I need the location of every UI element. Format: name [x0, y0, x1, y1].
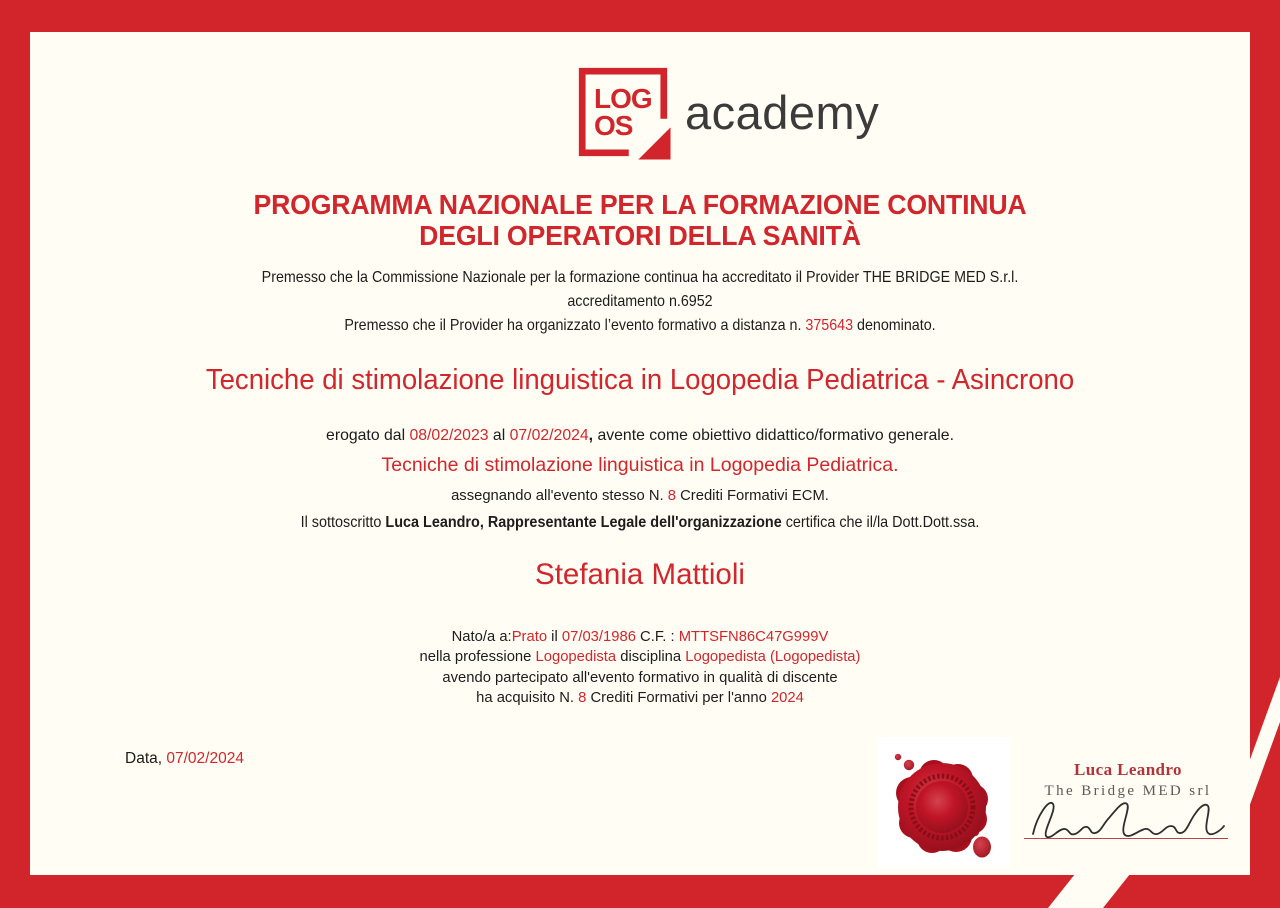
signatory-block — [1020, 760, 1236, 800]
objective-line: Tecniche di stimolazione linguistica in Logopedia Pediatrica. — [381, 454, 899, 476]
program-heading-line1: PROGRAMMA NAZIONALE PER LA FORMAZIONE CONTINUA — [253, 189, 1027, 220]
logo-text-log: LOG — [594, 83, 652, 114]
logo-text-os: OS — [594, 110, 633, 141]
signatory-name: Luca Leandro — [1074, 760, 1182, 779]
credits-line: assegnando all'evento stesso N. 8 Crediti Formativi ECM. — [451, 488, 829, 504]
detail-line-1: Nato/a a:Prato il 07/03/1986 C.F. : MTTSFN86C47G999V — [451, 629, 829, 645]
logo — [575, 64, 879, 160]
premise-line-1: Premesso che la Commissione Nazionale per la formazione continua ha accreditato il Provider THE BRIDGE MED S.r.l. — [261, 269, 1019, 286]
recipient-name: Stefania Mattioli — [535, 558, 745, 591]
logo-wordmark: academy — [685, 85, 880, 139]
seal-box — [878, 737, 1010, 868]
detail-line-3: avendo partecipato all'evento formativo in qualità di discente — [442, 670, 838, 686]
red-wax-seal-icon — [878, 737, 1010, 868]
premise-line-2: accreditamento n.6952 — [567, 293, 713, 310]
signatory-company: The Bridge MED srl — [1044, 783, 1212, 799]
logo-square-text — [594, 85, 652, 139]
undersigned-line: Il sottoscritto Luca Leandro, Rappresentante Legale dell'organizzazione certifica che il/la Dott.Dott.ssa. — [300, 514, 980, 531]
date-line: Data, 07/02/2024 — [125, 750, 244, 767]
erogato-line: erogato dal 08/02/2023 al 07/02/2024, avente come obiettivo didattico/formativo generale. — [326, 427, 954, 444]
premise-line-3: Premesso che il Provider ha organizzato l’evento formativo a distanza n. 375643 denominato. — [344, 317, 936, 334]
detail-line-2: nella professione Logopedista disciplina Logopedista (Logopedista) — [419, 649, 861, 665]
logo-square — [575, 64, 671, 160]
handwritten-signature-icon — [1022, 788, 1232, 843]
program-heading-line2: DEGLI OPERATORI DELLA SANITÀ — [419, 220, 861, 251]
detail-line-4: ha acquisito N. 8 Crediti Formativi per l'anno 2024 — [476, 690, 804, 706]
signature-underline — [1024, 838, 1228, 839]
course-title: Tecniche di stimolazione linguistica in Logopedia Pediatrica - Asincrono — [205, 364, 1075, 396]
